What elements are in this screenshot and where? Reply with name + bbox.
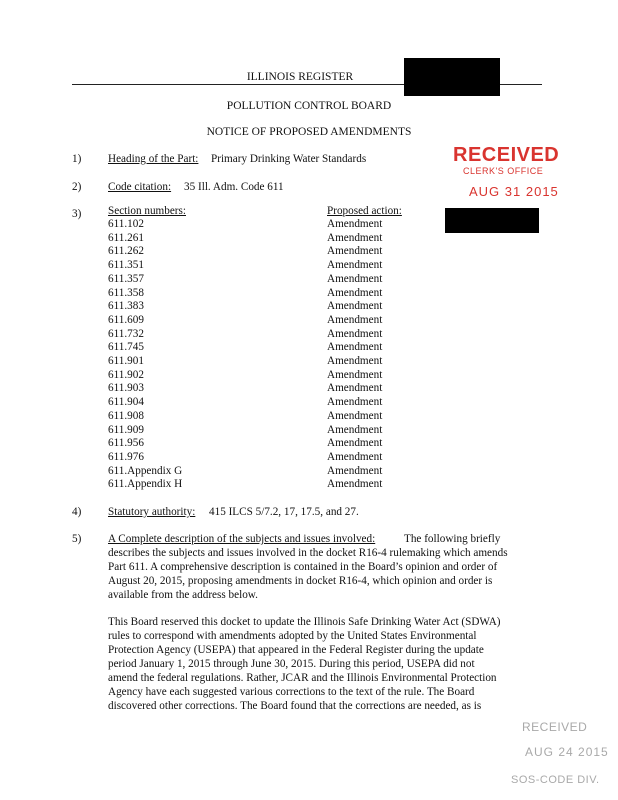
paragraph-line: Protection Agency (USEPA) that appeared in the Federal Register during the update bbox=[108, 644, 484, 656]
section-action: Amendment bbox=[327, 300, 383, 313]
section-action: Amendment bbox=[327, 396, 383, 409]
section-number: 611.358 bbox=[108, 286, 144, 299]
section-number: 611.904 bbox=[108, 396, 144, 409]
item-2-value: 35 Ill. Adm. Code 611 bbox=[184, 181, 284, 193]
register-title: ILLINOIS REGISTER bbox=[246, 71, 354, 83]
item-4-value: 415 ILCS 5/7.2, 17, 17.5, and 27. bbox=[209, 506, 359, 518]
section-action: Amendment bbox=[327, 272, 383, 285]
section-action: Amendment bbox=[327, 231, 383, 244]
section-number: 611.901 bbox=[108, 355, 144, 367]
table-row bbox=[0, 410, 618, 424]
section-action: Amendment bbox=[327, 437, 383, 450]
section-number: 611.908 bbox=[108, 409, 144, 422]
table-row bbox=[0, 273, 618, 287]
table-row bbox=[0, 437, 618, 451]
section-action: Amendment bbox=[327, 313, 383, 326]
paragraph-line: available from the address below. bbox=[108, 589, 258, 601]
section-action: Amendment bbox=[327, 341, 383, 354]
table-row bbox=[0, 287, 618, 301]
section-number: 611.909 bbox=[108, 423, 144, 436]
table-row bbox=[0, 478, 618, 492]
section-action: Amendment bbox=[327, 218, 383, 230]
section-action: Amendment bbox=[327, 259, 383, 272]
table-row bbox=[0, 369, 618, 383]
sos-date-stamp: AUG 24 2015 bbox=[525, 745, 609, 759]
section-action: Amendment bbox=[327, 286, 383, 299]
item-2-number: 2) bbox=[72, 181, 82, 193]
table-row bbox=[0, 218, 618, 232]
item-1-number: 1) bbox=[72, 153, 82, 165]
section-action: Amendment bbox=[327, 368, 383, 381]
section-action: Amendment bbox=[327, 409, 383, 422]
table-row bbox=[0, 424, 618, 438]
sos-division-stamp: SOS-CODE DIV. bbox=[511, 774, 600, 786]
sos-received-stamp: RECEIVED bbox=[522, 720, 588, 734]
section-number: 611.976 bbox=[108, 450, 144, 463]
section-number: 611.609 bbox=[108, 313, 144, 326]
paragraph-line: discovered other corrections. The Board found that the corrections are needed, as is bbox=[108, 700, 482, 712]
section-table bbox=[0, 218, 618, 498]
table-row bbox=[0, 314, 618, 328]
table-row bbox=[0, 232, 618, 246]
table-row bbox=[0, 396, 618, 410]
paragraph-line: Agency have each suggested various corrections to the text of the rule. The Board bbox=[108, 686, 475, 698]
board-title: POLLUTION CONTROL BOARD bbox=[226, 100, 392, 112]
table-row bbox=[0, 382, 618, 396]
item-4-label: Statutory authority: bbox=[108, 506, 196, 518]
section-number: 611.956 bbox=[108, 437, 144, 450]
redaction-box-top bbox=[404, 58, 500, 96]
paragraph-line: describes the subjects and issues involved in the docket R16-4 rulemaking which amends bbox=[108, 547, 508, 559]
item-2-label: Code citation: bbox=[108, 181, 172, 193]
section-action: Amendment bbox=[327, 450, 383, 463]
notice-title: NOTICE OF PROPOSED AMENDMENTS bbox=[206, 126, 412, 138]
section-number: 611.262 bbox=[108, 245, 144, 258]
table-row bbox=[0, 355, 618, 369]
paragraph-line: period January 1, 2015 through June 30, 2015. During this period, USEPA did not bbox=[108, 658, 475, 670]
paragraph-line: amend the federal regulations. Rather, JCAR and the Illinois Environmental Protection bbox=[108, 672, 497, 684]
section-action: Amendment bbox=[327, 464, 383, 477]
section-action: Amendment bbox=[327, 423, 383, 436]
item-4-number: 4) bbox=[72, 506, 82, 518]
item-5-number: 5) bbox=[72, 533, 82, 545]
table-row bbox=[0, 300, 618, 314]
table-row bbox=[0, 259, 618, 273]
section-action: Amendment bbox=[327, 382, 383, 395]
table-row bbox=[0, 245, 618, 259]
section-number: 611.745 bbox=[108, 341, 144, 354]
item-3-number: 3) bbox=[72, 208, 82, 220]
section-number: 611.261 bbox=[108, 231, 144, 244]
section-action: Amendment bbox=[327, 355, 383, 367]
section-number: 611.Appendix G bbox=[108, 464, 183, 477]
paragraph-line: Part 611. A comprehensive description is contained in the Board’s opinion and order of bbox=[108, 561, 498, 573]
paragraph-line: This Board reserved this docket to update the Illinois Safe Drinking Water Act (SDWA) bbox=[108, 616, 501, 628]
section-number: 611.357 bbox=[108, 272, 144, 285]
table-row bbox=[0, 328, 618, 342]
section-number: 611.383 bbox=[108, 300, 144, 313]
section-number: 611.351 bbox=[108, 259, 144, 272]
clerk-office-stamp: CLERK'S OFFICE bbox=[463, 166, 544, 176]
item-5-label: A Complete description of the subjects and issues involved: bbox=[108, 533, 376, 545]
section-number: 611.102 bbox=[108, 218, 144, 230]
clerk-date-stamp: AUG 31 2015 bbox=[469, 184, 559, 199]
section-number: 611.Appendix H bbox=[108, 478, 183, 491]
section-number: 611.903 bbox=[108, 382, 144, 395]
item-1-label: Heading of the Part: bbox=[108, 153, 199, 165]
item-5-lead: The following briefly bbox=[404, 533, 501, 545]
paragraph-line: August 20, 2015, proposing amendments in docket R16-4, which opinion and order is bbox=[108, 575, 493, 587]
section-action: Amendment bbox=[327, 478, 383, 491]
section-action: Amendment bbox=[327, 327, 383, 340]
table-row bbox=[0, 465, 618, 479]
table-row bbox=[0, 451, 618, 465]
section-numbers-header: Section numbers: bbox=[108, 205, 186, 217]
item-1-value: Primary Drinking Water Standards bbox=[211, 153, 367, 165]
proposed-action-header: Proposed action: bbox=[327, 205, 402, 217]
section-number: 611.732 bbox=[108, 327, 144, 340]
paragraph-line: rules to correspond with amendments adopted by the United States Environmental bbox=[108, 630, 477, 642]
table-row bbox=[0, 341, 618, 355]
section-action: Amendment bbox=[327, 245, 383, 258]
section-number: 611.902 bbox=[108, 368, 144, 381]
clerk-received-stamp: RECEIVED bbox=[453, 144, 560, 166]
